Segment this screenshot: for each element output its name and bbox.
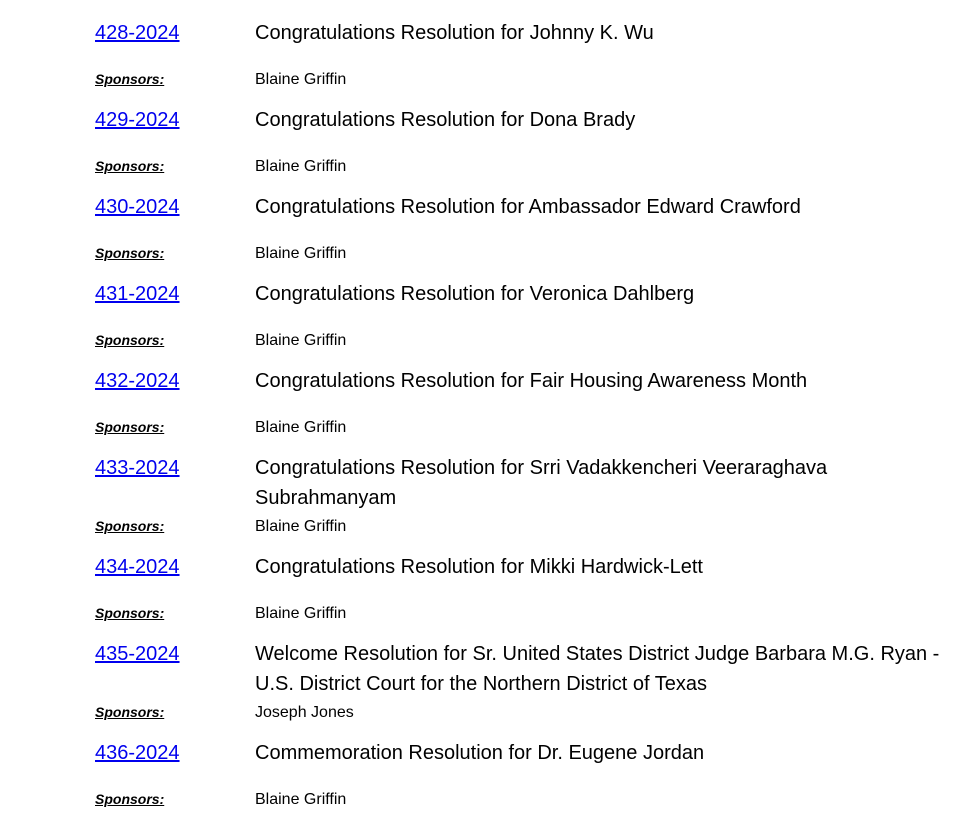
list-item: [0, 366, 960, 453]
sponsors-label: Sponsors:: [95, 518, 165, 534]
file-number-link[interactable]: 435-2024: [95, 643, 180, 665]
list-item: [0, 105, 960, 192]
list-item: [0, 18, 960, 105]
sponsor-name: Blaine Griffin: [255, 518, 347, 535]
file-number-link[interactable]: 432-2024: [95, 370, 180, 392]
file-number-link[interactable]: 430-2024: [95, 196, 180, 218]
sponsor-name: Blaine Griffin: [255, 332, 347, 349]
file-number-link[interactable]: 431-2024: [95, 283, 180, 305]
item-title: Congratulations Resolution for Veronica Dahlberg: [255, 283, 695, 305]
sponsor-name: Blaine Griffin: [255, 71, 347, 88]
sponsor-name: Joseph Jones: [255, 704, 354, 721]
item-title: Congratulations Resolution for Johnny K. Wu: [255, 22, 654, 44]
sponsor-name: Blaine Griffin: [255, 419, 347, 436]
list-item: [0, 552, 960, 639]
item-title: Commemoration Resolution for Dr. Eugene Jordan: [255, 742, 705, 764]
sponsors-label: Sponsors:: [95, 704, 165, 720]
sponsor-name: Blaine Griffin: [255, 791, 347, 808]
list-item: [0, 192, 960, 279]
item-title: Congratulations Resolution for Ambassador Edward Crawford: [255, 196, 801, 218]
file-number-link[interactable]: 429-2024: [95, 109, 180, 131]
list-item: [0, 279, 960, 366]
sponsors-label: Sponsors:: [95, 791, 165, 807]
list-item: [0, 453, 960, 552]
sponsors-label: Sponsors:: [95, 419, 165, 435]
sponsors-label: Sponsors:: [95, 71, 165, 87]
sponsors-label: Sponsors:: [95, 245, 165, 261]
sponsors-label: Sponsors:: [95, 332, 165, 348]
sponsors-label: Sponsors:: [95, 158, 165, 174]
sponsor-name: Blaine Griffin: [255, 245, 347, 262]
item-title: Congratulations Resolution for Mikki Hardwick-Lett: [255, 556, 703, 578]
item-title: Congratulations Resolution for Srri Vadakkencheri Veeraraghava Subrahmanyam: [255, 457, 828, 509]
file-number-link[interactable]: 433-2024: [95, 457, 180, 479]
sponsors-label: Sponsors:: [95, 605, 165, 621]
item-title: Congratulations Resolution for Dona Brady: [255, 109, 636, 131]
file-number-link[interactable]: 436-2024: [95, 742, 180, 764]
list-item: [0, 639, 960, 738]
item-title: Congratulations Resolution for Fair Housing Awareness Month: [255, 370, 808, 392]
sponsor-name: Blaine Griffin: [255, 605, 347, 622]
file-number-link[interactable]: 434-2024: [95, 556, 180, 578]
item-title: Welcome Resolution for Sr. United States District Judge Barbara M.G. Ryan - U.S. District Court for the Northern District of Texas: [255, 643, 940, 695]
sponsor-name: Blaine Griffin: [255, 158, 347, 175]
list-item: [0, 738, 960, 825]
file-number-link[interactable]: 428-2024: [95, 22, 180, 44]
